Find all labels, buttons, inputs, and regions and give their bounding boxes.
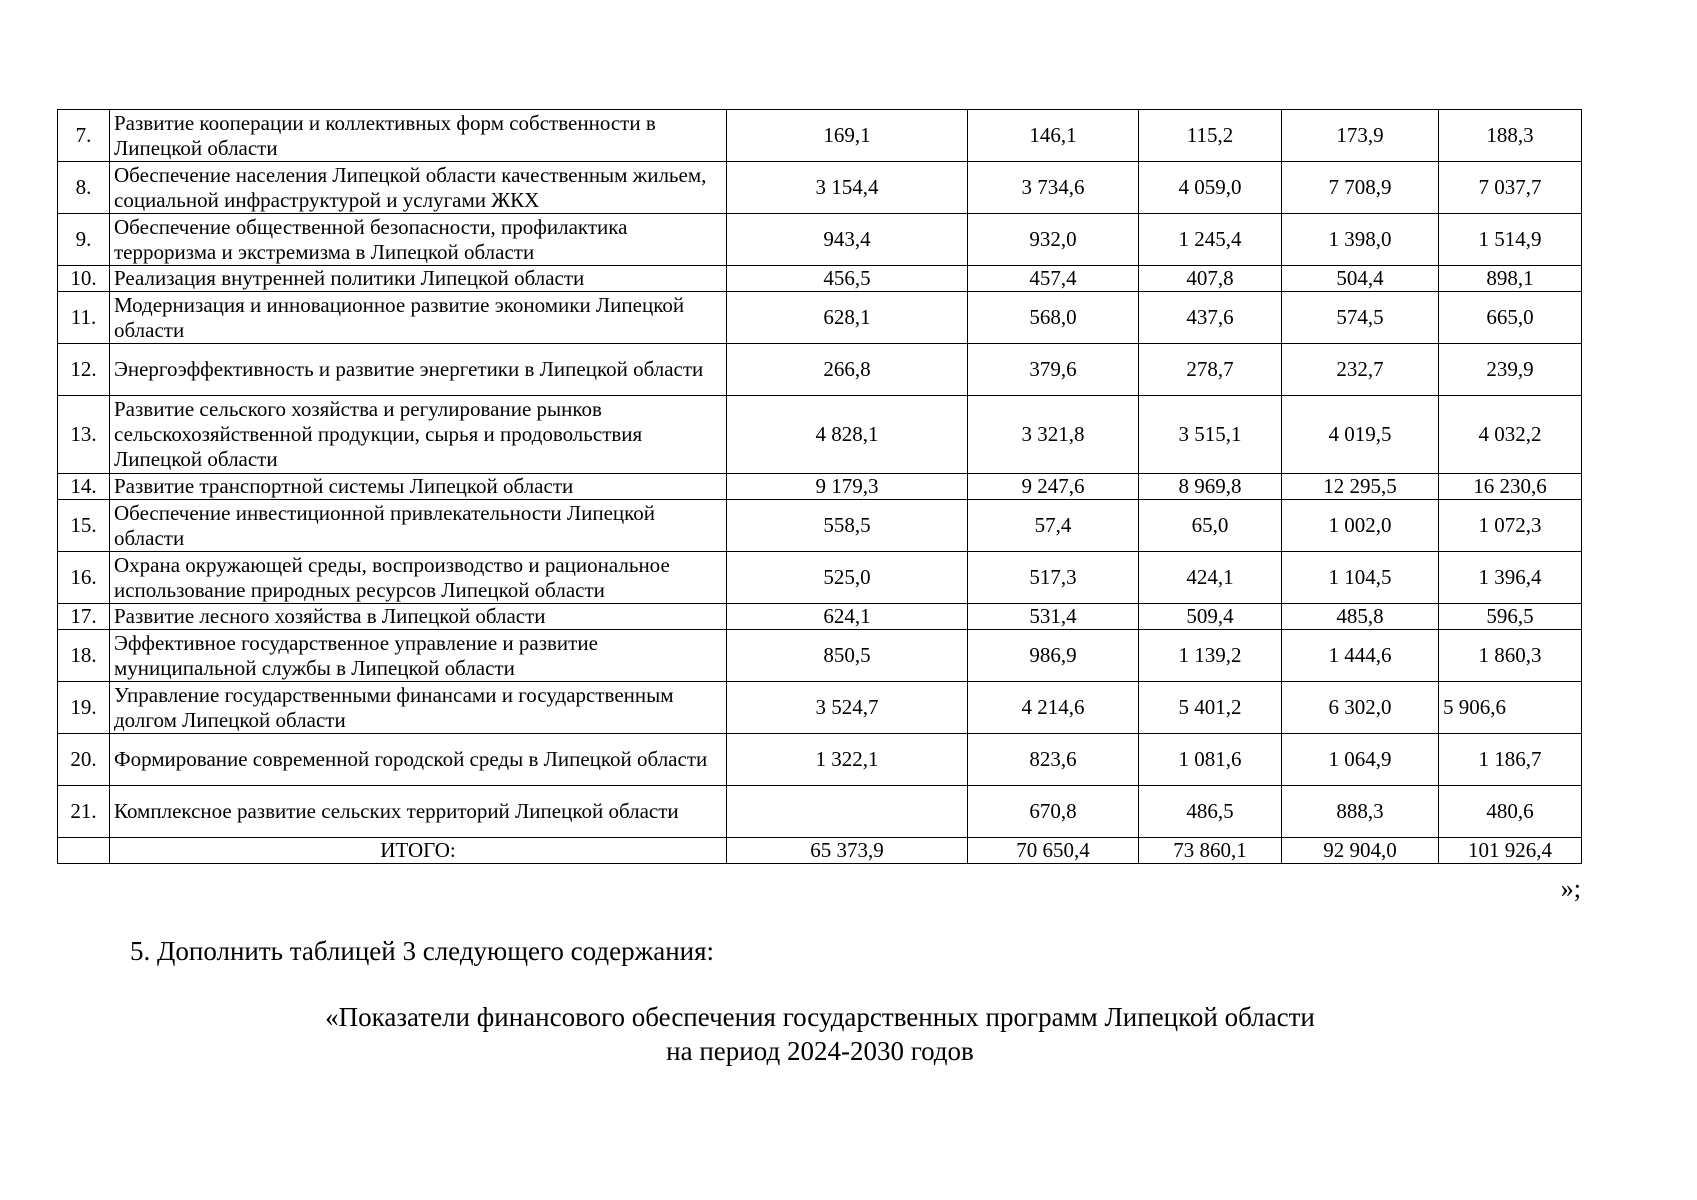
funding-value: 4 828,1	[727, 396, 968, 474]
funding-value: 7 037,7	[1439, 162, 1582, 214]
program-name: Развитие кооперации и коллективных форм собственности в Липецкой области	[110, 110, 727, 162]
funding-value: 1 186,7	[1439, 734, 1582, 786]
funding-value: 574,5	[1282, 292, 1439, 344]
row-number: 7.	[58, 110, 110, 162]
table-row	[58, 344, 1582, 396]
row-number: 11.	[58, 292, 110, 344]
funding-value: 65,0	[1139, 500, 1282, 552]
funding-value: 456,5	[727, 266, 968, 292]
funding-value: 379,6	[968, 344, 1139, 396]
funding-value: 457,4	[968, 266, 1139, 292]
row-number: 9.	[58, 214, 110, 266]
funding-value: 3 524,7	[727, 682, 968, 734]
table-row	[58, 110, 1582, 162]
funding-value: 823,6	[968, 734, 1139, 786]
table-row	[58, 162, 1582, 214]
funding-value: 12 295,5	[1282, 474, 1439, 500]
table-row	[58, 266, 1582, 292]
funding-value: 480,6	[1439, 786, 1582, 838]
total-value: 92 904,0	[1282, 838, 1439, 864]
program-name: Обеспечение общественной безопасности, профилактика терроризма и экстремизма в Липецкой области	[110, 214, 727, 266]
funding-value: 628,1	[727, 292, 968, 344]
funding-value: 9 247,6	[968, 474, 1139, 500]
table-row	[58, 630, 1582, 682]
funding-value: 188,3	[1439, 110, 1582, 162]
program-funding-table	[57, 109, 1582, 864]
funding-value: 5 401,2	[1139, 682, 1282, 734]
table-row	[58, 682, 1582, 734]
funding-value: 1 245,4	[1139, 214, 1282, 266]
funding-value: 3 321,8	[968, 396, 1139, 474]
table-row	[58, 292, 1582, 344]
funding-value: 670,8	[968, 786, 1139, 838]
funding-value: 665,0	[1439, 292, 1582, 344]
funding-value: 486,5	[1139, 786, 1282, 838]
program-name: Эффективное государственное управление и развитие муниципальной службы в Липецкой области	[110, 630, 727, 682]
funding-value: 1 514,9	[1439, 214, 1582, 266]
table-row	[58, 474, 1582, 500]
row-number: 20.	[58, 734, 110, 786]
program-name: Формирование современной городской среды в Липецкой области	[110, 734, 727, 786]
funding-value: 525,0	[727, 552, 968, 604]
program-name: Развитие транспортной системы Липецкой области	[110, 474, 727, 500]
program-name: Обеспечение населения Липецкой области качественным жильем, социальной инфраструктурой и услугами ЖКХ	[110, 162, 727, 214]
funding-value: 1 396,4	[1439, 552, 1582, 604]
row-number: 18.	[58, 630, 110, 682]
program-name: Охрана окружающей среды, воспроизводство и рациональное использование природных ресурсов Липецкой области	[110, 552, 727, 604]
row-number: 14.	[58, 474, 110, 500]
funding-value: 4 032,2	[1439, 396, 1582, 474]
funding-value: 3 154,4	[727, 162, 968, 214]
funding-value: 7 708,9	[1282, 162, 1439, 214]
table-row	[58, 552, 1582, 604]
funding-value: 5 906,6	[1439, 682, 1582, 734]
closing-quote: »;	[1560, 874, 1581, 903]
row-number: 21.	[58, 786, 110, 838]
funding-value: 6 302,0	[1282, 682, 1439, 734]
row-number: 13.	[58, 396, 110, 474]
total-value: 73 860,1	[1139, 838, 1282, 864]
table-row	[58, 214, 1582, 266]
total-value: 70 650,4	[968, 838, 1139, 864]
funding-value: 558,5	[727, 500, 968, 552]
program-name: Обеспечение инвестиционной привлекательности Липецкой области	[110, 500, 727, 552]
funding-value: 437,6	[1139, 292, 1282, 344]
funding-value: 568,0	[968, 292, 1139, 344]
funding-value: 850,5	[727, 630, 968, 682]
funding-value: 624,1	[727, 604, 968, 630]
funding-value: 239,9	[1439, 344, 1582, 396]
funding-value: 596,5	[1439, 604, 1582, 630]
funding-value: 57,4	[968, 500, 1139, 552]
instruction-paragraph: 5. Дополнить таблицей 3 следующего содержания:	[130, 936, 715, 966]
funding-value: 115,2	[1139, 110, 1282, 162]
funding-value: 1 081,6	[1139, 734, 1282, 786]
row-number: 12.	[58, 344, 110, 396]
row-number: 15.	[58, 500, 110, 552]
funding-value: 888,3	[1282, 786, 1439, 838]
program-name: Развитие лесного хозяйства в Липецкой области	[110, 604, 727, 630]
funding-value: 3 515,1	[1139, 396, 1282, 474]
funding-value: 3 734,6	[968, 162, 1139, 214]
funding-value: 4 059,0	[1139, 162, 1282, 214]
program-name: Развитие сельского хозяйства и регулирование рынков сельскохозяйственной продукции, сырья и продовольствия Липецкой области	[110, 396, 727, 474]
funding-value: 986,9	[968, 630, 1139, 682]
funding-value: 146,1	[968, 110, 1139, 162]
funding-value: 266,8	[727, 344, 968, 396]
funding-value: 1 398,0	[1282, 214, 1439, 266]
program-name: Модернизация и инновационное развитие экономики Липецкой области	[110, 292, 727, 344]
table-row	[58, 604, 1582, 630]
funding-value: 1 322,1	[727, 734, 968, 786]
table-row	[58, 786, 1582, 838]
funding-value: 517,3	[968, 552, 1139, 604]
funding-value: 932,0	[968, 214, 1139, 266]
row-number: 19.	[58, 682, 110, 734]
funding-value: 8 969,8	[1139, 474, 1282, 500]
funding-value: 232,7	[1282, 344, 1439, 396]
program-name: Реализация внутренней политики Липецкой области	[110, 266, 727, 292]
funding-value: 9 179,3	[727, 474, 968, 500]
funding-value: 278,7	[1139, 344, 1282, 396]
funding-value: 16 230,6	[1439, 474, 1582, 500]
heading-line-1: «Показатели финансового обеспечения государственных программ Липецкой области	[325, 1002, 1315, 1032]
total-value: 65 373,9	[727, 838, 968, 864]
funding-value: 169,1	[727, 110, 968, 162]
funding-value: 1 002,0	[1282, 500, 1439, 552]
funding-value: 898,1	[1439, 266, 1582, 292]
program-name: Комплексное развитие сельских территорий Липецкой области	[110, 786, 727, 838]
funding-value: 1 139,2	[1139, 630, 1282, 682]
funding-value: 531,4	[968, 604, 1139, 630]
row-number: 16.	[58, 552, 110, 604]
funding-value: 1 072,3	[1439, 500, 1582, 552]
total-label: ИТОГО:	[110, 838, 727, 864]
table-row	[58, 396, 1582, 474]
total-value: 101 926,4	[1439, 838, 1582, 864]
table-row	[58, 734, 1582, 786]
funding-value: 173,9	[1282, 110, 1439, 162]
table-3-heading	[250, 1000, 1390, 1068]
funding-value: 1 444,6	[1282, 630, 1439, 682]
funding-value: 4 214,6	[968, 682, 1139, 734]
funding-value: 504,4	[1282, 266, 1439, 292]
funding-value: 485,8	[1282, 604, 1439, 630]
table-row	[58, 500, 1582, 552]
program-name: Управление государственными финансами и государственным долгом Липецкой области	[110, 682, 727, 734]
funding-value: 407,8	[1139, 266, 1282, 292]
funding-value: 1 860,3	[1439, 630, 1582, 682]
row-number: 8.	[58, 162, 110, 214]
row-number: 17.	[58, 604, 110, 630]
funding-value: 1 064,9	[1282, 734, 1439, 786]
funding-value: 424,1	[1139, 552, 1282, 604]
funding-value	[727, 786, 968, 838]
program-name: Энергоэффективность и развитие энергетики в Липецкой области	[110, 344, 727, 396]
row-number: 10.	[58, 266, 110, 292]
funding-value: 509,4	[1139, 604, 1282, 630]
funding-value: 4 019,5	[1282, 396, 1439, 474]
total-empty-cell	[58, 838, 110, 864]
heading-line-2: на период 2024-2030 годов	[666, 1036, 974, 1066]
total-row	[58, 838, 1582, 864]
funding-value: 1 104,5	[1282, 552, 1439, 604]
funding-value: 943,4	[727, 214, 968, 266]
